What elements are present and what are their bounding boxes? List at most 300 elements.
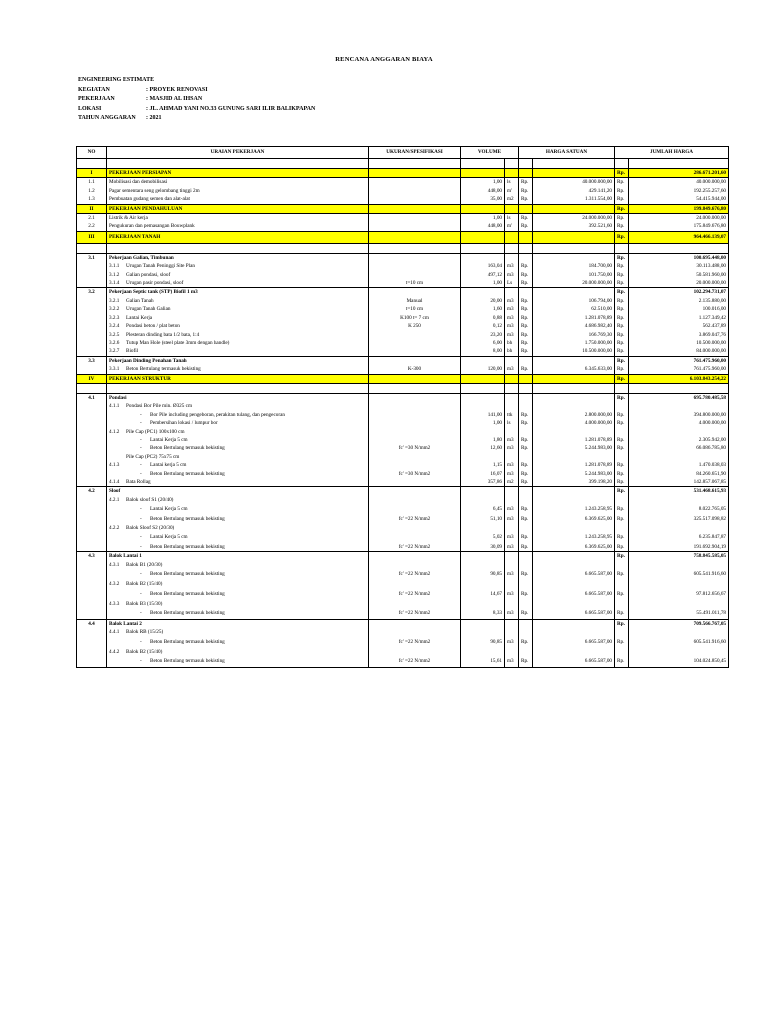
cell-total: 286.671.201,60 <box>629 169 729 178</box>
cell-unit-price: 62.510,00 <box>533 305 615 313</box>
item-description: Balok B2 (15/40) <box>126 648 163 655</box>
cell-unit-price <box>533 356 615 365</box>
cell-currency <box>519 393 533 402</box>
cell-unit-price <box>533 524 615 532</box>
cell-currency: Rp. <box>615 552 629 561</box>
info-row <box>78 105 315 115</box>
cell-total: 199.849.676,80 <box>629 204 729 213</box>
cell-unit: m3 <box>505 589 519 600</box>
cell-currency: Rp. <box>519 187 533 195</box>
item-description: Tutup Man Hole (steel plate 3mm dengan handle) <box>126 339 230 346</box>
info-value: : MASJID AL IHSAN <box>146 96 203 102</box>
cell-no <box>77 305 107 313</box>
cell-total: 100.016,00 <box>629 305 729 313</box>
item-dash: - <box>140 610 142 617</box>
cell-no <box>77 496 107 504</box>
cell-spec <box>369 478 461 487</box>
cell-total <box>629 600 729 608</box>
cell-volume: 141,00 <box>461 411 505 419</box>
cell-spec <box>369 393 461 402</box>
cell-uraian <box>107 656 369 668</box>
cell-spec <box>369 487 461 496</box>
cell-spec <box>369 428 461 436</box>
cell-spec <box>369 231 461 243</box>
cell-unit <box>505 600 519 608</box>
cell-unit-price: 6.345.633,00 <box>533 365 615 374</box>
cell-unit: m3 <box>505 444 519 452</box>
cell-unit-price: 6.665.587,00 <box>533 608 615 620</box>
item-description: Biofil <box>126 348 139 355</box>
item-description: Urugan Tanah Peninggi Site Plan <box>126 263 195 270</box>
cell-total: 8.022.765,05 <box>629 504 729 515</box>
cell-total: 24.000.000,00 <box>629 214 729 223</box>
cell-unit: m3 <box>505 470 519 478</box>
cell-currency <box>519 561 533 569</box>
cell-volume: 1,00 <box>461 419 505 427</box>
cell-uraian <box>107 159 369 169</box>
cell-uraian <box>107 393 369 402</box>
cell-uraian <box>107 178 369 187</box>
cell-spec: fc' =30 N/mm2 <box>369 470 461 478</box>
spacer-row <box>77 243 729 253</box>
table-row <box>77 600 729 608</box>
item-description: PEKERJAAN PERSIAPAN <box>109 170 172 176</box>
item-dash: - <box>140 638 142 645</box>
cell-uraian <box>107 288 369 297</box>
cell-unit <box>505 648 519 656</box>
cell-uraian <box>107 504 369 515</box>
cell-no <box>77 322 107 330</box>
cell-currency: Rp. <box>519 515 533 523</box>
cell-currency: Rp. <box>615 504 629 515</box>
item-description: Pondasi Bor Pile min. Ø325 cm <box>126 403 192 410</box>
cell-currency <box>519 648 533 656</box>
cell-volume <box>461 487 505 496</box>
cell-volume <box>461 253 505 262</box>
cell-spec <box>369 331 461 339</box>
cell-uraian <box>107 195 369 204</box>
cell-currency: Rp. <box>519 314 533 322</box>
table-row <box>77 339 729 347</box>
item-description: Balok Lantai 2 <box>109 621 142 628</box>
cell-currency: Rp. <box>519 262 533 270</box>
cell-volume: 20,00 <box>461 297 505 305</box>
item-description: Balok B3 (15/30) <box>126 600 163 607</box>
subsection-row <box>77 393 729 402</box>
cell-volume: 448,00 <box>461 222 505 231</box>
item-description: Pondasi <box>109 394 127 401</box>
cell-currency: Rp. <box>615 374 629 383</box>
item-dash: - <box>140 462 142 469</box>
cell-uraian <box>107 444 369 452</box>
cell-spec <box>369 532 461 543</box>
cell-no: 4.4 <box>77 620 107 629</box>
cell-total: 709.566.767,05 <box>629 620 729 629</box>
cell-unit <box>505 487 519 496</box>
cell-currency <box>519 453 533 461</box>
cell-spec <box>369 178 461 187</box>
item-dash: - <box>140 436 142 443</box>
cell-unit: m3 <box>505 504 519 515</box>
cell-currency: Rp. <box>519 419 533 427</box>
cell-no <box>77 411 107 419</box>
cell-uraian <box>107 356 369 365</box>
cell-total: 191.692.904,19 <box>629 543 729 552</box>
cell-spec: t=10 cm <box>369 305 461 313</box>
cell-no <box>77 419 107 427</box>
cell-uraian <box>107 569 369 580</box>
cell-no <box>77 532 107 543</box>
cell-total: 2.305.942,00 <box>629 436 729 444</box>
cell-no <box>77 402 107 410</box>
cell-unit <box>505 496 519 504</box>
cell-uraian <box>107 470 369 478</box>
cell-unit <box>505 628 519 636</box>
cell-currency: Rp. <box>519 322 533 330</box>
cell-currency <box>519 487 533 496</box>
table-header <box>77 147 729 159</box>
cell-uraian <box>107 496 369 504</box>
cell-currency: Rp. <box>615 470 629 478</box>
cell-spec <box>369 383 461 393</box>
cell-spec <box>369 204 461 213</box>
table-row <box>77 589 729 600</box>
cell-spec: fc' =30 N/mm2 <box>369 444 461 452</box>
cell-spec <box>369 356 461 365</box>
cell-unit-price: 101.750,00 <box>533 271 615 279</box>
section-row <box>77 374 729 383</box>
cell-unit <box>505 243 519 253</box>
cell-uraian <box>107 580 369 588</box>
cell-volume: 0,88 <box>461 314 505 322</box>
cell-unit-price <box>533 243 615 253</box>
table-row <box>77 178 729 187</box>
cell-currency: Rp. <box>615 589 629 600</box>
cell-no <box>77 314 107 322</box>
cell-no <box>77 569 107 580</box>
item-dash: - <box>140 445 142 452</box>
cell-unit-price <box>533 253 615 262</box>
cell-spec <box>369 347 461 356</box>
item-description: Sloof <box>109 488 121 495</box>
cell-unit-price <box>533 561 615 569</box>
item-dash: - <box>140 534 142 541</box>
table-row <box>77 524 729 532</box>
cell-volume: 1,60 <box>461 305 505 313</box>
table-row <box>77 453 729 461</box>
cell-unit-price <box>533 169 615 178</box>
cell-unit: m3 <box>505 543 519 552</box>
cell-currency: Rp. <box>615 222 629 231</box>
table-row <box>77 331 729 339</box>
cell-uraian <box>107 365 369 374</box>
cell-currency <box>615 628 629 636</box>
cell-currency: Rp. <box>519 656 533 668</box>
cell-uraian <box>107 271 369 279</box>
cell-spec <box>369 402 461 410</box>
cell-spec <box>369 461 461 469</box>
cell-currency <box>519 628 533 636</box>
cell-volume <box>461 552 505 561</box>
cell-currency <box>615 524 629 532</box>
item-description: Galian Tanah <box>126 297 154 304</box>
cell-currency: Rp. <box>615 262 629 270</box>
section-row <box>77 169 729 178</box>
cell-unit-price <box>533 428 615 436</box>
item-description: Beton Bertulang termasuk bekisting <box>150 590 225 597</box>
cell-spec <box>369 620 461 629</box>
cell-volume: 35,00 <box>461 195 505 204</box>
table-row <box>77 461 729 469</box>
table-row <box>77 648 729 656</box>
cell-unit-price <box>533 159 615 169</box>
info-value: : 2021 <box>146 115 162 121</box>
cell-currency <box>615 648 629 656</box>
cell-no <box>77 648 107 656</box>
cell-volume: 163,04 <box>461 262 505 270</box>
cell-currency: Rp. <box>615 169 629 178</box>
project-info <box>78 76 315 124</box>
cell-uraian <box>107 428 369 436</box>
cell-volume: 8,33 <box>461 608 505 620</box>
cell-volume <box>461 393 505 402</box>
cell-total: 1.470.038,03 <box>629 461 729 469</box>
cell-currency: Rp. <box>615 297 629 305</box>
item-description: PEKERJAAN PENDAHULUAN <box>109 205 183 212</box>
cell-volume: 1,00 <box>461 178 505 187</box>
cell-spec <box>369 187 461 195</box>
cell-uraian <box>107 347 369 356</box>
cell-volume <box>461 524 505 532</box>
cell-currency: Rp. <box>519 279 533 288</box>
cell-currency: Rp. <box>615 288 629 297</box>
cell-total: 605.541.916,60 <box>629 637 729 648</box>
cell-currency: Rp. <box>615 419 629 427</box>
cell-currency: Rp. <box>519 478 533 487</box>
cell-volume: 12,60 <box>461 444 505 452</box>
item-number: 4.3.2 <box>109 581 120 588</box>
cell-currency <box>519 169 533 178</box>
cell-unit-price <box>533 231 615 243</box>
cell-unit-price <box>533 648 615 656</box>
info-value: : PROYEK RENOVASI <box>146 86 208 93</box>
table-row <box>77 402 729 410</box>
cell-unit <box>505 552 519 561</box>
table-row <box>77 279 729 288</box>
cell-uraian <box>107 339 369 347</box>
table-row <box>77 561 729 569</box>
cell-volume <box>461 561 505 569</box>
item-description: Pondasi beton / plat beton <box>126 323 180 330</box>
cell-no <box>77 271 107 279</box>
cell-unit-price: 429.141,20 <box>533 187 615 195</box>
cell-unit-price: 4.686.982,40 <box>533 322 615 330</box>
item-description: Beton Bertulang termasuk bekisting <box>150 445 225 452</box>
cell-no <box>77 524 107 532</box>
cell-uraian <box>107 297 369 305</box>
cell-currency <box>519 383 533 393</box>
subsection-row <box>77 356 729 365</box>
table-row <box>77 347 729 356</box>
cell-volume: 6,00 <box>461 339 505 347</box>
cell-unit: m3 <box>505 331 519 339</box>
cell-currency <box>615 428 629 436</box>
cell-unit: ttk <box>505 411 519 419</box>
cell-currency: Rp. <box>519 589 533 600</box>
cell-unit-price: 1.281.078,89 <box>533 461 615 469</box>
cell-spec <box>369 436 461 444</box>
cell-unit <box>505 169 519 178</box>
item-number: 3.2.6 <box>109 339 120 346</box>
cell-currency <box>615 383 629 393</box>
cell-total: 6.235.847,87 <box>629 532 729 543</box>
cell-unit-price: 6.665.587,00 <box>533 589 615 600</box>
cell-unit: m3 <box>505 637 519 648</box>
item-number: 3.2.1 <box>109 297 120 304</box>
cell-uraian <box>107 453 369 461</box>
cell-currency: Rp. <box>615 478 629 487</box>
cell-no <box>77 470 107 478</box>
table-row <box>77 195 729 204</box>
spacer-row <box>77 383 729 393</box>
cell-no: 1.1 <box>77 178 107 187</box>
cell-currency: Rp. <box>519 214 533 223</box>
cell-volume: 90,85 <box>461 569 505 580</box>
cell-currency: Rp. <box>615 487 629 496</box>
cell-spec: K-300 <box>369 365 461 374</box>
item-description: Pile Cap (PC1) 100x100 cm <box>126 428 185 435</box>
cell-no <box>77 347 107 356</box>
cell-currency <box>519 374 533 383</box>
cell-spec <box>369 648 461 656</box>
cell-unit-price: 1.311.554,00 <box>533 195 615 204</box>
cell-volume <box>461 383 505 393</box>
item-description: Beton Bertulang termasuk bekisting <box>150 638 225 645</box>
cell-currency: Rp. <box>615 347 629 356</box>
cell-currency: Rp. <box>615 543 629 552</box>
cell-currency: Rp. <box>615 214 629 223</box>
cell-unit-price <box>533 453 615 461</box>
cell-unit-price <box>533 600 615 608</box>
cell-total: 325.517.098,82 <box>629 515 729 523</box>
cell-total <box>629 243 729 253</box>
cell-no: II <box>77 204 107 213</box>
info-row <box>78 114 315 124</box>
cell-total: 605.541.916,60 <box>629 569 729 580</box>
cell-no: IV <box>77 374 107 383</box>
info-label: TAHUN ANGGARAN <box>78 115 136 121</box>
cell-no: 1.2 <box>77 187 107 195</box>
cell-spec <box>369 580 461 588</box>
cell-unit-price <box>533 402 615 410</box>
cell-currency <box>519 524 533 532</box>
item-dash: - <box>140 411 142 418</box>
item-number: 3.2.3 <box>109 314 120 321</box>
cell-uraian <box>107 478 369 487</box>
section-row <box>77 204 729 213</box>
cell-volume: 23,20 <box>461 331 505 339</box>
cell-spec <box>369 169 461 178</box>
cell-spec <box>369 419 461 427</box>
cell-unit: m' <box>505 222 519 231</box>
cell-volume <box>461 356 505 365</box>
cell-currency: Rp. <box>519 569 533 580</box>
cell-unit-price <box>533 496 615 504</box>
cell-uraian <box>107 436 369 444</box>
item-number: 3.2.4 <box>109 323 120 330</box>
cell-unit-price: 6.369.625,00 <box>533 515 615 523</box>
cell-volume <box>461 620 505 629</box>
cell-uraian <box>107 487 369 496</box>
cell-spec <box>369 504 461 515</box>
cell-currency <box>519 600 533 608</box>
info-label: LOKASI <box>78 105 102 112</box>
cell-spec <box>369 195 461 204</box>
cell-currency <box>519 402 533 410</box>
cell-currency <box>519 159 533 169</box>
cell-no <box>77 453 107 461</box>
cell-spec: fc' =22 N/mm2 <box>369 515 461 523</box>
cell-no: 4.3 <box>77 552 107 561</box>
cell-unit-price <box>533 552 615 561</box>
cell-unit: m3 <box>505 515 519 523</box>
cell-uraian <box>107 461 369 469</box>
cell-total: 30.113.488,00 <box>629 262 729 270</box>
cell-currency: Rp. <box>615 608 629 620</box>
cell-volume: 16,07 <box>461 470 505 478</box>
item-description: Beton Bertulang termasuk bekisting <box>126 366 201 373</box>
cell-uraian <box>107 305 369 313</box>
cell-unit-price: 5.244.983,00 <box>533 470 615 478</box>
cell-currency <box>519 356 533 365</box>
cell-total: 761.475.960,00 <box>629 356 729 365</box>
cell-no <box>77 461 107 469</box>
cell-currency: Rp. <box>519 297 533 305</box>
table-row <box>77 543 729 552</box>
item-description: Beton Bertulang termasuk bekisting <box>150 544 225 551</box>
cell-unit <box>505 561 519 569</box>
item-dash: - <box>140 590 142 597</box>
table-row <box>77 419 729 427</box>
cell-volume: 5,02 <box>461 532 505 543</box>
cell-spec <box>369 253 461 262</box>
item-dash: - <box>140 658 142 665</box>
cell-currency: Rp. <box>615 461 629 469</box>
table-row <box>77 322 729 330</box>
cell-currency: Rp. <box>615 279 629 288</box>
cell-unit-price: 1.281.078,89 <box>533 314 615 322</box>
item-description: Balok RB (15/25) <box>126 629 164 636</box>
header-jumlah-harga: JUMLAH HARGA <box>615 147 729 159</box>
cell-total: 192.255.257,60 <box>629 187 729 195</box>
cell-volume <box>461 402 505 410</box>
item-description: Balok Sloof S2 (20/30) <box>126 524 175 531</box>
cell-unit-price: 10.500.000,00 <box>533 347 615 356</box>
cell-currency: Rp. <box>615 444 629 452</box>
item-number: 4.1.4 <box>109 479 120 485</box>
cell-currency: Rp. <box>615 331 629 339</box>
table-row <box>77 214 729 223</box>
subsection-row <box>77 487 729 496</box>
cell-total: 104.024.850,45 <box>629 656 729 668</box>
cell-total: 66.086.785,80 <box>629 444 729 452</box>
cell-currency: Rp. <box>519 470 533 478</box>
cell-uraian <box>107 589 369 600</box>
cell-unit <box>505 231 519 243</box>
cell-spec: t=10 cm <box>369 279 461 288</box>
item-number: 4.4.1 <box>109 629 120 636</box>
cell-no <box>77 637 107 648</box>
